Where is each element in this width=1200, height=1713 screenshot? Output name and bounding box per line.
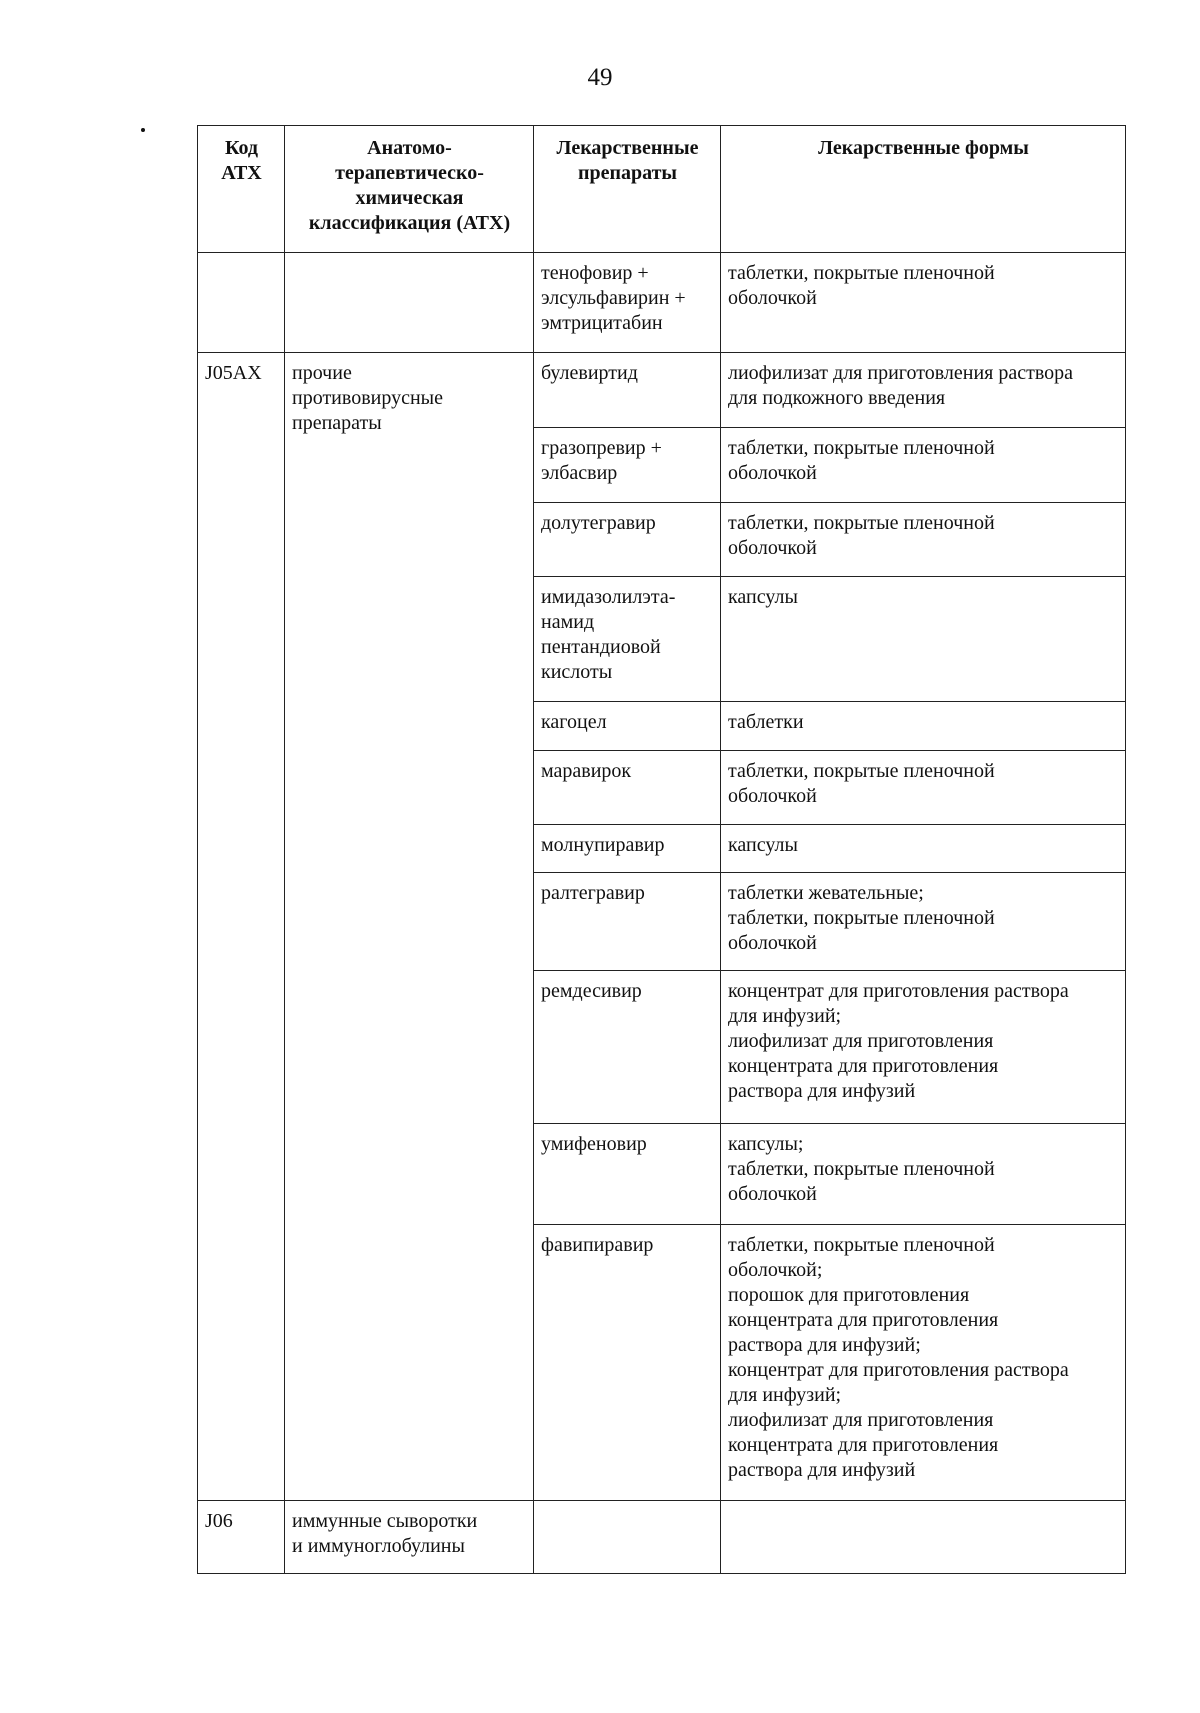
form-cell: таблетки, покрытые пленочной оболочкой xyxy=(721,751,1126,825)
classification-cell-j05ax: прочие противовирусные препараты xyxy=(285,353,534,1501)
header-code: Код АТХ xyxy=(198,126,285,253)
code-cell xyxy=(198,253,285,353)
form-cell: капсулы xyxy=(721,577,1126,702)
form-cell: капсулы; таблетки, покрытые пленочной оболочкой xyxy=(721,1124,1126,1225)
drug-cell: гразопревир + элбасвир xyxy=(534,428,721,503)
table-row xyxy=(198,253,1126,353)
drug-cell: умифеновир xyxy=(534,1124,721,1225)
form-cell: таблетки, покрытые пленочной оболочкой xyxy=(721,253,1126,353)
drug-cell: кагоцел xyxy=(534,702,721,751)
table-row xyxy=(198,1501,1126,1574)
drug-cell: фавипиравир xyxy=(534,1225,721,1501)
table-header-row xyxy=(198,126,1126,253)
drug-cell: булевиртид xyxy=(534,353,721,428)
form-cell: концентрат для приготовления раствора для инфузий; лиофилизат для приготовления концентрата для приготовления раствора для инфузий xyxy=(721,971,1126,1124)
code-cell-j05ax: J05AX xyxy=(198,353,285,1501)
header-drugs: Лекарственные препараты xyxy=(534,126,721,253)
form-cell: таблетки, покрытые пленочной оболочкой; порошок для приготовления концентрата для приготовления раствора для инфузий; концентрат для приготовления раствора для инфузий; лиофилизат для приготовления концентрата для приготовления раствора для инфузий xyxy=(721,1225,1126,1501)
classification-cell-j06: иммунные сыворотки и иммуноглобулины xyxy=(285,1501,534,1574)
table-row xyxy=(198,353,1126,428)
atx-table xyxy=(197,125,1126,1574)
code-cell-j06: J06 xyxy=(198,1501,285,1574)
classification-cell xyxy=(285,253,534,353)
drug-cell: долутегравир xyxy=(534,503,721,577)
form-cell: лиофилизат для приготовления раствора для подкожного введения xyxy=(721,353,1126,428)
drug-cell: ремдесивир xyxy=(534,971,721,1124)
form-cell: капсулы xyxy=(721,825,1126,873)
form-cell: таблетки, покрытые пленочной оболочкой xyxy=(721,503,1126,577)
drug-cell xyxy=(534,1501,721,1574)
form-cell: таблетки жевательные; таблетки, покрытые пленочной оболочкой xyxy=(721,873,1126,971)
drug-cell: маравирок xyxy=(534,751,721,825)
page-number: 49 xyxy=(587,64,613,91)
header-forms: Лекарственные формы xyxy=(721,126,1126,253)
drug-cell: имидазолилэта- намид пентандиовой кислоты xyxy=(534,577,721,702)
form-cell: таблетки, покрытые пленочной оболочкой xyxy=(721,428,1126,503)
header-classification: Анатомо- терапевтическо- химическая классификация (АТХ) xyxy=(285,126,534,253)
drug-cell: тенофовир + элсульфавирин + эмтрицитабин xyxy=(534,253,721,353)
drug-cell: молнупиравир xyxy=(534,825,721,873)
form-cell xyxy=(721,1501,1126,1574)
stray-dot xyxy=(141,128,145,132)
form-cell: таблетки xyxy=(721,702,1126,751)
drug-cell: ралтегравир xyxy=(534,873,721,971)
